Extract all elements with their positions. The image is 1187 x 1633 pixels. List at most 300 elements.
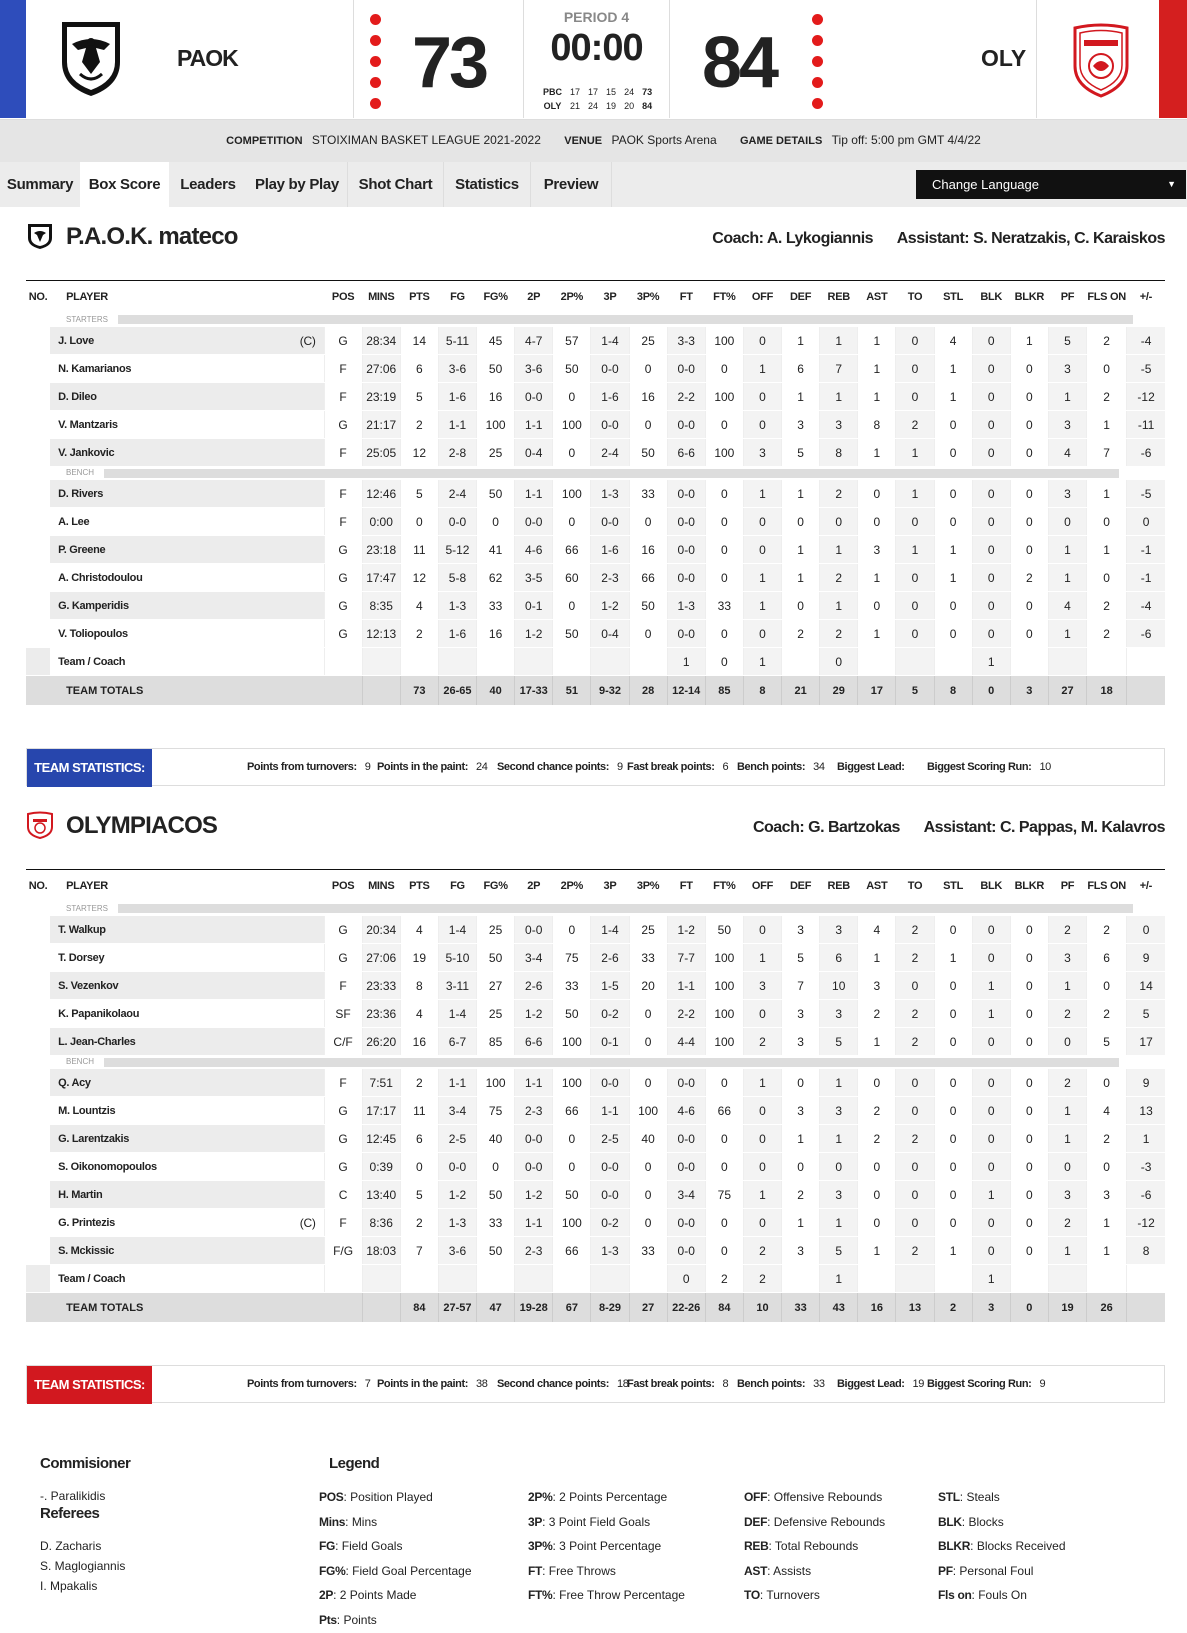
player-row[interactable] xyxy=(26,355,1165,383)
stat-cell: 0 xyxy=(896,1097,934,1125)
total-cell: 8 xyxy=(934,676,972,706)
player-row[interactable] xyxy=(26,1181,1165,1209)
tab-preview[interactable]: Preview xyxy=(530,162,612,207)
player-name[interactable] xyxy=(50,1097,324,1125)
stat-cell: 0-0 xyxy=(667,480,705,508)
stat-cell: 7 xyxy=(782,972,820,1000)
section-separator xyxy=(26,903,1165,916)
legend-abbr: 2P% xyxy=(528,1490,553,1504)
player-number: 4 xyxy=(26,536,50,564)
player-row[interactable] xyxy=(26,1237,1165,1265)
home-quarter-row xyxy=(540,86,655,98)
player-name-text: D. Dileo xyxy=(58,390,97,403)
stat-cell: 0 xyxy=(934,1097,972,1125)
stat-cell: 28:34 xyxy=(362,327,400,355)
stat-cell: 0 xyxy=(743,327,781,355)
stat-cell: 0-1 xyxy=(591,1028,629,1056)
legend-abbr: AST xyxy=(744,1563,768,1578)
tab-leaders[interactable]: Leaders xyxy=(180,176,236,193)
stat-cell: 0 xyxy=(1010,1153,1048,1181)
legend-desc: Offensive Rebounds xyxy=(773,1490,883,1504)
player-name-text: M. Lountzis xyxy=(58,1104,116,1117)
empty-cell xyxy=(324,1293,362,1323)
stat-cell: -1 xyxy=(1127,564,1165,592)
stat-cell: 14 xyxy=(1127,972,1165,1000)
stat-cell: 0-0 xyxy=(591,1181,629,1209)
stat-cell: 1 xyxy=(820,327,858,355)
stat-cell: 3 xyxy=(782,1237,820,1265)
stat-cell: 17:17 xyxy=(362,1097,400,1125)
column-header[interactable]: OFF xyxy=(743,870,781,903)
away-flag-stripe xyxy=(1159,0,1187,118)
stat-cell: 100 xyxy=(705,1000,743,1028)
tab-statistics[interactable]: Statistics xyxy=(443,162,530,207)
player-number: 2 xyxy=(26,944,50,972)
coach-label: Coach: xyxy=(712,230,764,247)
column-header[interactable]: DEF xyxy=(782,870,820,903)
player-name[interactable] xyxy=(50,1069,324,1097)
column-header[interactable]: FT xyxy=(667,281,705,314)
player-name-text: S. Mckissic xyxy=(58,1244,115,1257)
scoreboard-header xyxy=(0,0,1187,120)
player-name[interactable] xyxy=(50,1209,324,1237)
player-row[interactable] xyxy=(26,592,1165,620)
total-cell: 28 xyxy=(629,676,667,706)
player-row[interactable] xyxy=(26,508,1165,536)
team-totals-row xyxy=(26,676,1165,706)
stat-cell: 0 xyxy=(1010,1237,1048,1265)
legend-abbr: 3P% xyxy=(528,1539,553,1553)
column-header[interactable]: PF xyxy=(1048,281,1086,314)
player-name-text: G. Printezis xyxy=(58,1216,115,1229)
total-cell: 5 xyxy=(896,676,934,706)
team-stat-value: 34 xyxy=(813,761,825,773)
stat-cell: 6-6 xyxy=(515,1028,553,1056)
legend-item: 2P: 2 Points Made xyxy=(319,1588,417,1602)
legend-desc: Free Throws xyxy=(548,1563,616,1578)
stat-cell: 3-6 xyxy=(515,355,553,383)
player-row[interactable] xyxy=(26,1097,1165,1125)
stat-cell: 0 xyxy=(705,536,743,564)
stat-cell: 25 xyxy=(629,916,667,944)
stat-cell xyxy=(896,648,934,676)
stat-cell: 0 xyxy=(896,508,934,536)
column-header[interactable]: REB xyxy=(820,870,858,903)
stat-cell: 50 xyxy=(477,355,515,383)
stat-cell: -4 xyxy=(1127,592,1165,620)
tab-shot-chart[interactable]: Shot Chart xyxy=(347,162,443,207)
assistant-names: C. Pappas, M. Kalavros xyxy=(999,819,1165,836)
referee-name: I. Mpakalis xyxy=(40,1579,98,1593)
stat-cell: G xyxy=(324,1125,362,1153)
column-header[interactable]: DEF xyxy=(782,281,820,314)
tab-summary[interactable]: Summary xyxy=(6,176,74,193)
stat-cell: 0 xyxy=(858,1181,896,1209)
stat-cell: 66 xyxy=(553,1237,591,1265)
game-info-bar xyxy=(0,120,1187,162)
stat-cell: 85 xyxy=(477,1028,515,1056)
column-header[interactable]: OFF xyxy=(743,281,781,314)
column-header[interactable]: FT xyxy=(667,870,705,903)
section-label: BENCH xyxy=(66,468,95,478)
stat-cell: 2 xyxy=(896,1125,934,1153)
stat-cell: 1-2 xyxy=(438,1181,476,1209)
stat-cell: 2 xyxy=(1048,1209,1086,1237)
column-header[interactable]: FG xyxy=(438,870,476,903)
empty-cell xyxy=(26,648,50,676)
stat-cell: 100 xyxy=(477,1069,515,1097)
stat-cell: 0 xyxy=(1087,508,1127,536)
section-separator xyxy=(26,467,1165,480)
player-row[interactable] xyxy=(26,327,1165,355)
legend-item: AST: Assists xyxy=(744,1563,812,1578)
stat-cell: 0 xyxy=(1010,1125,1048,1153)
stat-cell: 7 xyxy=(1087,439,1127,467)
column-header[interactable]: FG% xyxy=(477,870,515,903)
legend-desc: 2 Points Percentage xyxy=(559,1490,668,1504)
player-name[interactable] xyxy=(50,1153,324,1181)
player-row[interactable] xyxy=(26,972,1165,1000)
stat-cell: 75 xyxy=(553,944,591,972)
player-name[interactable] xyxy=(50,480,324,508)
language-select[interactable] xyxy=(916,170,1186,199)
column-header[interactable]: +/- xyxy=(1127,281,1165,314)
player-name[interactable] xyxy=(50,1125,324,1153)
tab-play-by-play[interactable]: Play by Play xyxy=(255,176,339,193)
stat-cell: 1 xyxy=(1087,1237,1127,1265)
column-header[interactable]: FT% xyxy=(705,281,743,314)
legend-desc: Field Goal Percentage xyxy=(352,1563,472,1578)
stat-cell: 0 xyxy=(972,1153,1010,1181)
column-header[interactable]: PTS xyxy=(400,870,438,903)
player-name-text: P. Greene xyxy=(58,543,106,556)
player-name[interactable] xyxy=(50,1000,324,1028)
player-name[interactable] xyxy=(50,1181,324,1209)
stat-cell: 1-1 xyxy=(591,1097,629,1125)
legend-abbr: Pts xyxy=(319,1612,337,1627)
player-name[interactable] xyxy=(50,564,324,592)
stat-cell: 1 xyxy=(896,439,934,467)
stat-cell: 0 xyxy=(1010,536,1048,564)
player-row[interactable] xyxy=(26,1125,1165,1153)
stat-cell: 0 xyxy=(972,564,1010,592)
player-name[interactable] xyxy=(50,944,324,972)
player-number: 6 xyxy=(26,327,50,355)
stat-cell: 1-6 xyxy=(438,620,476,648)
column-header[interactable]: 3P% xyxy=(629,281,667,314)
stat-cell xyxy=(1087,1265,1127,1293)
quarter-score: 19 xyxy=(606,101,617,111)
column-header[interactable]: MINS xyxy=(362,281,400,314)
team-stat-label: Points in the paint: xyxy=(377,761,468,773)
tab-box-score[interactable]: Box Score xyxy=(80,162,169,207)
stat-cell: 1-4 xyxy=(591,916,629,944)
stat-cell: 3 xyxy=(820,1181,858,1209)
stat-cell xyxy=(515,648,553,676)
column-header[interactable]: PF xyxy=(1048,870,1086,903)
column-header[interactable]: PLAYER xyxy=(50,870,324,903)
stat-cell: 41 xyxy=(477,536,515,564)
total-cell: 10 xyxy=(743,1293,781,1323)
stat-cell xyxy=(438,648,476,676)
stat-cell: 1 xyxy=(743,592,781,620)
stat-cell: 3-3 xyxy=(667,327,705,355)
player-number: 31 xyxy=(26,620,50,648)
player-row[interactable] xyxy=(26,1000,1165,1028)
stat-cell: 1 xyxy=(972,648,1010,676)
column-header[interactable]: FG% xyxy=(477,281,515,314)
team-totals-row xyxy=(26,1293,1165,1323)
player-name[interactable] xyxy=(50,439,324,467)
stat-cell: 0 xyxy=(896,355,934,383)
player-row[interactable] xyxy=(26,620,1165,648)
stat-cell: 0 xyxy=(705,1125,743,1153)
legend-abbr: Fls on xyxy=(938,1588,972,1602)
legend-desc: 3 Point Field Goals xyxy=(548,1514,651,1529)
stat-cell: 0 xyxy=(972,1069,1010,1097)
stat-cell: 16 xyxy=(629,536,667,564)
column-header[interactable]: STL xyxy=(934,870,972,903)
stat-cell: 26:20 xyxy=(362,1028,400,1056)
player-row[interactable] xyxy=(26,383,1165,411)
column-header[interactable]: AST xyxy=(858,281,896,314)
column-header[interactable]: 3P xyxy=(591,870,629,903)
stat-cell: 3 xyxy=(743,972,781,1000)
player-row[interactable] xyxy=(26,1209,1165,1237)
column-header[interactable]: 2P xyxy=(515,281,553,314)
team-totals-label: TEAM TOTALS xyxy=(50,676,324,706)
stat-cell: 12:46 xyxy=(362,480,400,508)
column-header[interactable]: 3P xyxy=(591,281,629,314)
stat-cell: 1 xyxy=(1048,564,1086,592)
team-stat-item xyxy=(497,761,623,773)
stat-cell: 0-2 xyxy=(591,1000,629,1028)
player-name[interactable] xyxy=(50,383,324,411)
stat-cell: 1 xyxy=(820,1265,858,1293)
player-number: 14 xyxy=(26,383,50,411)
column-header[interactable]: FLS ON xyxy=(1087,870,1127,903)
player-row[interactable] xyxy=(26,1028,1165,1056)
stat-cell: 0 xyxy=(1010,916,1048,944)
column-header[interactable]: 2P% xyxy=(553,281,591,314)
stat-cell: 0 xyxy=(934,1125,972,1153)
stat-cell: SF xyxy=(324,1000,362,1028)
column-header[interactable]: BLKR xyxy=(1010,870,1048,903)
player-name[interactable] xyxy=(50,1237,324,1265)
column-header[interactable]: POS xyxy=(324,281,362,314)
stat-cell: 3 xyxy=(782,411,820,439)
player-name[interactable] xyxy=(50,592,324,620)
column-header[interactable]: BLK xyxy=(972,281,1010,314)
stat-cell: 1-1 xyxy=(515,411,553,439)
stat-cell: 1 xyxy=(743,648,781,676)
captain-badge: (C) xyxy=(299,1216,316,1230)
column-header[interactable]: NO. xyxy=(26,870,50,903)
player-name-text: N. Kamarianos xyxy=(58,362,132,375)
column-header[interactable]: TO xyxy=(896,870,934,903)
player-row[interactable] xyxy=(26,411,1165,439)
stat-cell: 2 xyxy=(858,1125,896,1153)
team-stat-label: Bench points: xyxy=(737,761,806,773)
stat-cell: 0 xyxy=(705,508,743,536)
stat-cell: 1 xyxy=(972,1265,1010,1293)
stat-cell: 0 xyxy=(972,1125,1010,1153)
stat-cell: C/F xyxy=(324,1028,362,1056)
stat-cell xyxy=(477,1265,515,1293)
stat-cell: 0-1 xyxy=(515,592,553,620)
empty-cell xyxy=(362,676,400,706)
column-header[interactable]: REB xyxy=(820,281,858,314)
stat-cell: 0 xyxy=(934,480,972,508)
stat-cell: 11 xyxy=(400,536,438,564)
stat-cell: -3 xyxy=(1127,1153,1165,1181)
column-header[interactable]: STL xyxy=(934,281,972,314)
player-name[interactable] xyxy=(50,411,324,439)
column-header[interactable]: TO xyxy=(896,281,934,314)
player-name[interactable] xyxy=(50,327,324,355)
player-number: 14 xyxy=(26,972,50,1000)
stat-cell xyxy=(1127,1265,1165,1293)
stat-cell: 1 xyxy=(1048,620,1086,648)
box-score-table xyxy=(26,869,1165,1323)
player-row[interactable] xyxy=(26,564,1165,592)
home-flag-stripe xyxy=(0,0,26,118)
player-name[interactable] xyxy=(50,916,324,944)
legend-section xyxy=(0,1385,1187,1633)
player-number: 5 xyxy=(26,1125,50,1153)
column-header[interactable]: FLS ON xyxy=(1087,281,1127,314)
total-cell: 26 xyxy=(1087,1293,1127,1323)
column-header[interactable]: PLAYER xyxy=(50,281,324,314)
stat-cell: 33 xyxy=(629,480,667,508)
column-header[interactable]: 2P xyxy=(515,870,553,903)
team-stat-value: 9 xyxy=(364,761,371,773)
stat-cell xyxy=(629,1265,667,1293)
stat-cell: 0 xyxy=(1010,1181,1048,1209)
stat-cell: 5-10 xyxy=(438,944,476,972)
stat-cell: 1 xyxy=(743,1181,781,1209)
team-stat-value: 38 xyxy=(476,1378,488,1390)
column-header[interactable]: BLKR xyxy=(1010,281,1048,314)
column-header[interactable]: 3P% xyxy=(629,870,667,903)
column-header[interactable]: NO. xyxy=(26,281,50,314)
column-header[interactable]: BLK xyxy=(972,870,1010,903)
player-name[interactable] xyxy=(50,536,324,564)
column-header[interactable]: +/- xyxy=(1127,870,1165,903)
player-name[interactable] xyxy=(50,972,324,1000)
player-number: 15 xyxy=(26,1209,50,1237)
stat-cell: 0-0 xyxy=(667,620,705,648)
column-header[interactable]: FT% xyxy=(705,870,743,903)
referees-heading: Referees xyxy=(40,1505,100,1522)
stat-cell: 2 xyxy=(782,1181,820,1209)
legend-abbr: PF xyxy=(938,1563,953,1578)
stat-cell: 0 xyxy=(858,592,896,620)
stat-cell: 6-7 xyxy=(438,1028,476,1056)
stat-cell: 1 xyxy=(858,439,896,467)
player-name[interactable] xyxy=(50,620,324,648)
home-abbr: PBC xyxy=(543,87,563,97)
team-stat-item xyxy=(837,761,913,773)
stat-cell: 66 xyxy=(553,1097,591,1125)
stat-cell: F xyxy=(324,508,362,536)
stat-cell: 1-2 xyxy=(667,916,705,944)
column-header[interactable]: MINS xyxy=(362,870,400,903)
home-timeout-dots xyxy=(370,14,382,119)
legend-item: REB: Total Rebounds xyxy=(744,1539,859,1553)
team-statistics-label: TEAM STATISTICS: xyxy=(27,749,152,787)
stat-cell: 0-0 xyxy=(591,411,629,439)
column-header[interactable]: 2P% xyxy=(553,870,591,903)
stat-cell: -5 xyxy=(1127,355,1165,383)
player-row[interactable] xyxy=(26,480,1165,508)
stat-cell: 0 xyxy=(553,508,591,536)
stat-cell: 0 xyxy=(705,1153,743,1181)
coach-line xyxy=(753,819,1165,837)
stat-cell: G xyxy=(324,916,362,944)
team-stat-item xyxy=(247,761,371,773)
stat-cell: 1 xyxy=(1048,536,1086,564)
stat-cell: 0 xyxy=(553,439,591,467)
stat-cell: 1 xyxy=(782,1125,820,1153)
stat-cell: 1 xyxy=(934,1237,972,1265)
stat-cell: 0 xyxy=(743,1125,781,1153)
player-name[interactable] xyxy=(50,508,324,536)
stat-cell xyxy=(324,1265,362,1293)
player-row[interactable] xyxy=(26,439,1165,467)
assistant-label: Assistant: xyxy=(896,230,970,247)
stat-cell: 100 xyxy=(705,383,743,411)
team-stat-value: 6 xyxy=(722,761,729,773)
player-row[interactable] xyxy=(26,1069,1165,1097)
stat-cell: 0 xyxy=(553,383,591,411)
stat-cell: 4 xyxy=(1048,439,1086,467)
stat-cell: 16 xyxy=(477,620,515,648)
team-stat-value: 8 xyxy=(722,1378,729,1390)
stat-cell: 1 xyxy=(858,944,896,972)
player-row[interactable] xyxy=(26,916,1165,944)
stat-cell: 1-2 xyxy=(515,1181,553,1209)
stat-cell: 1-1 xyxy=(438,411,476,439)
stat-cell: 0 xyxy=(629,1000,667,1028)
column-header[interactable]: POS xyxy=(324,870,362,903)
legend-item: Fls on: Fouls On xyxy=(938,1588,1027,1602)
stat-cell: 1 xyxy=(896,536,934,564)
stat-cell xyxy=(553,648,591,676)
stat-cell: 2-2 xyxy=(667,1000,705,1028)
stat-cell: 27:06 xyxy=(362,355,400,383)
commisioner-name: -. Paralikidis xyxy=(40,1489,106,1503)
stat-cell: 0 xyxy=(858,508,896,536)
stat-cell: 50 xyxy=(629,592,667,620)
legend-item: FT%: Free Throw Percentage xyxy=(528,1588,685,1602)
column-header[interactable]: AST xyxy=(858,870,896,903)
player-row[interactable] xyxy=(26,944,1165,972)
stat-cell: 0 xyxy=(972,620,1010,648)
player-row[interactable] xyxy=(26,1153,1165,1181)
player-row[interactable] xyxy=(26,536,1165,564)
column-header[interactable]: FG xyxy=(438,281,476,314)
column-header[interactable]: PTS xyxy=(400,281,438,314)
stat-cell: 5 xyxy=(400,383,438,411)
legend-abbr: REB xyxy=(744,1539,769,1553)
player-name[interactable] xyxy=(50,1028,324,1056)
stat-cell: 1 xyxy=(743,944,781,972)
player-name[interactable] xyxy=(50,355,324,383)
stat-cell: 14 xyxy=(400,327,438,355)
stat-cell: 1 xyxy=(782,383,820,411)
stat-cell: -6 xyxy=(1127,439,1165,467)
